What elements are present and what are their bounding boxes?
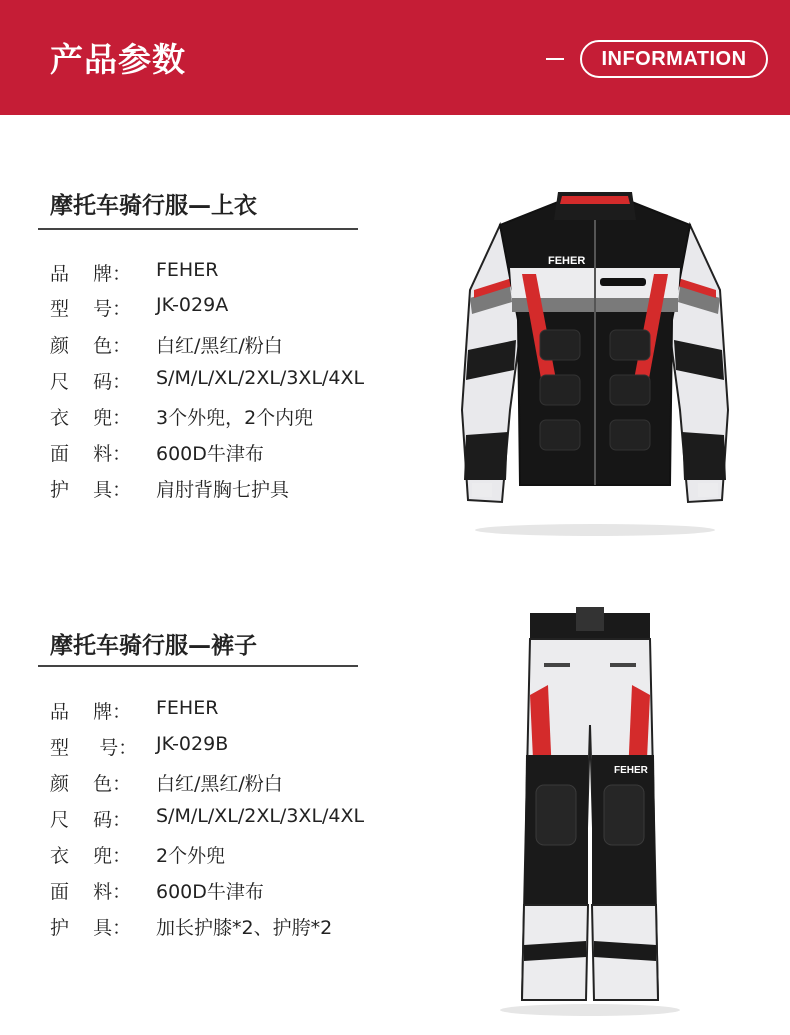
header-dash bbox=[546, 58, 564, 60]
spec-value: 加长护膝*2、护胯*2 bbox=[156, 917, 333, 939]
spec-value: 600D牛津布 bbox=[156, 881, 264, 903]
spec-label: 衣 兜： bbox=[50, 407, 132, 429]
spec-label: 护 具： bbox=[50, 917, 132, 939]
spec-label: 品 牌： bbox=[50, 701, 132, 723]
spec-value: 肩肘背胸七护具 bbox=[156, 479, 290, 501]
page-title: 产品参数 bbox=[50, 40, 186, 79]
jacket-section-divider bbox=[38, 228, 358, 230]
spec-value: 白红/黑红/粉白 bbox=[156, 773, 283, 795]
jacket-section-title: 摩托车骑行服—上衣 bbox=[50, 193, 257, 219]
spec-value: 白红/黑红/粉白 bbox=[156, 335, 283, 357]
spec-value: JK-029A bbox=[156, 294, 229, 316]
spec-value: 2个外兜 bbox=[156, 845, 226, 867]
pants-section-title: 摩托车骑行服—裤子 bbox=[50, 633, 257, 659]
spec-value: FEHER bbox=[156, 697, 219, 719]
spec-label: 颜 色： bbox=[50, 773, 132, 795]
spec-label: 品 牌： bbox=[50, 263, 132, 285]
spec-label: 护 具： bbox=[50, 479, 132, 501]
spec-label: 型 号： bbox=[50, 298, 132, 320]
spec-value: 3个外兜，2个内兜 bbox=[156, 407, 314, 429]
spec-value: JK-029B bbox=[156, 733, 229, 755]
jacket-brand-text: FEHER bbox=[548, 255, 586, 267]
pants-brand-text: FEHER bbox=[614, 765, 648, 776]
header-banner bbox=[0, 0, 790, 115]
spec-value: FEHER bbox=[156, 259, 219, 281]
spec-label: 型 号： bbox=[50, 737, 138, 759]
spec-value: S/M/L/XL/2XL/3XL/4XL bbox=[156, 367, 365, 389]
spec-label: 面 料： bbox=[50, 443, 132, 465]
spec-value: 600D牛津布 bbox=[156, 443, 264, 465]
information-badge: INFORMATION bbox=[580, 40, 768, 78]
spec-label: 尺 码： bbox=[50, 809, 132, 831]
spec-label: 面 料： bbox=[50, 881, 132, 903]
spec-label: 颜 色： bbox=[50, 335, 132, 357]
spec-label: 衣 兜： bbox=[50, 845, 132, 867]
spec-label: 尺 码： bbox=[50, 371, 132, 393]
jacket-product-image bbox=[440, 180, 750, 540]
pants-product-image bbox=[490, 605, 690, 1020]
spec-value: S/M/L/XL/2XL/3XL/4XL bbox=[156, 805, 365, 827]
pants-section-divider bbox=[38, 665, 358, 667]
